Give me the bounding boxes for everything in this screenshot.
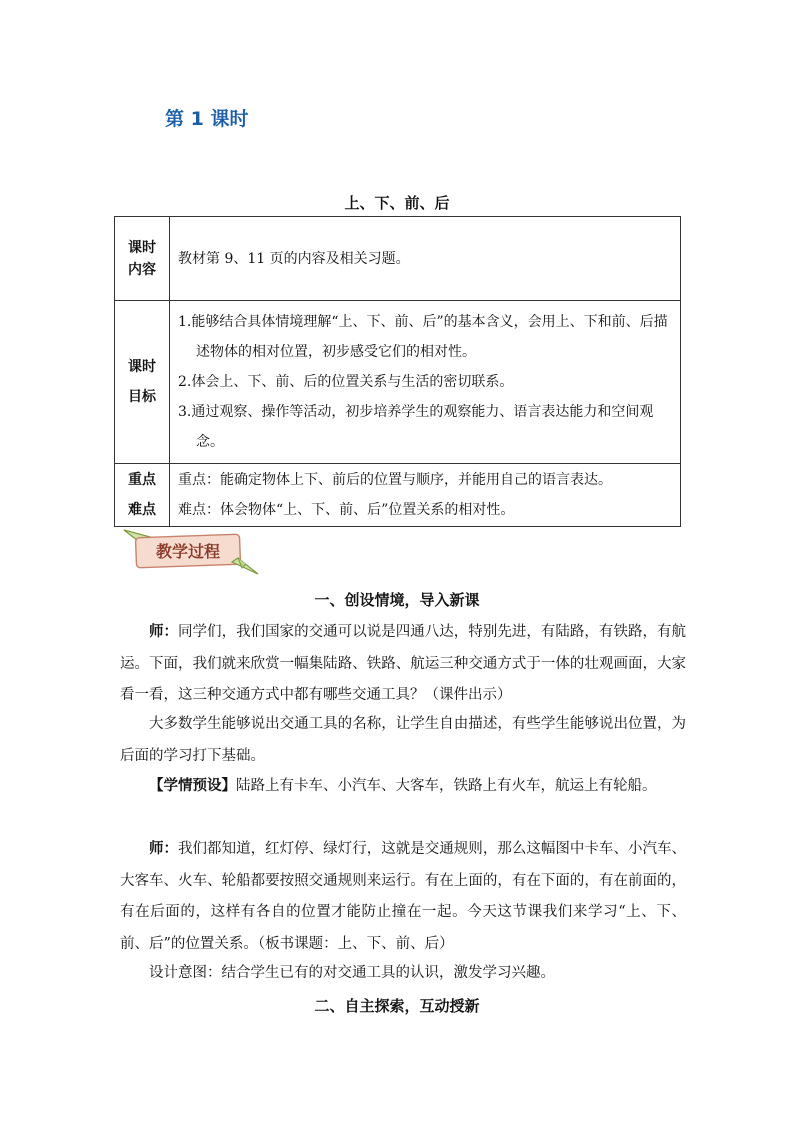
row-content-key-points — [170, 464, 681, 527]
label-text-difficulty: 难点 — [128, 502, 156, 518]
paragraph-student-response — [120, 709, 686, 772]
goal-item: 2.体会上、下、前、后的位置关系与生活的密切联系。 — [178, 374, 514, 390]
label-text: 课时目标 — [128, 359, 156, 405]
paper-plane-icon — [120, 524, 260, 578]
key-point-text: 重点：能确定物体上下、前后的位置与顺序，并能用自己的语言表达。 — [178, 472, 612, 488]
paragraph-teacher-intro — [120, 616, 686, 712]
paragraph-preset — [120, 770, 686, 803]
topic-title: 上、下、前、后 — [344, 194, 450, 212]
paragraph-text: 设计意图：结合学生已有的对交通工具的认识，激发学习兴趣。 — [149, 965, 555, 981]
paragraph-text: 陆路上有卡车、小汽车、大客车，铁路上有火车，航运上有轮船。 — [236, 778, 657, 794]
paragraph-text: 大多数学生能够说出交通工具的名称，让学生自由描述，有些学生能够说出位置，为后面的学习打下基础。 — [120, 716, 686, 764]
preset-label: 【学情预设】 — [149, 777, 236, 794]
paragraph-text: 同学们，我们国家的交通可以说是四通八达，特别先进，有陆路，有铁路，有航运。下面，我们就来欣赏一幅集陆路、铁路、航运三种交通方式于一体的壮观画面，大家看一看，这三种交通方式中都有哪些交通工具？（课件出示） — [120, 624, 687, 703]
section-title-1: 一、创设情境，导入新课 — [314, 591, 480, 609]
badge-text: 教学过程 — [155, 542, 221, 561]
row-label-lesson-goals — [115, 301, 170, 464]
paragraph-design-intent — [120, 958, 686, 990]
paragraph-text: 我们都知道，红灯停、绿灯行，这就是交通规则，那么这幅图中卡车、小汽车、大客车、火车、轮船都要按照交通规则来运行。有在上面的，有在下面的，有在前面的，有在后面的，这样有各自的位置才能防止撞在一起。今天这节课我们来学习“上、下、前、后”的位置关系。（板书课题：上、下、前、后） — [120, 841, 687, 952]
goal-item: 3.通过观察、操作等活动，初步培养学生的观察能力、语言表达能力和空间观念。 — [178, 404, 654, 450]
goal-item: 1.能够结合具体情境理解“上、下、前、后”的基本含义，会用上、下和前、后描述物体的相对位置，初步感受它们的相对性。 — [178, 314, 668, 360]
lesson-plan-table — [114, 216, 681, 527]
paragraph-teacher-rules — [120, 833, 686, 960]
row-label-key-points — [115, 464, 170, 527]
label-text: 课时内容 — [128, 239, 156, 278]
table-row-goals — [115, 301, 681, 464]
lesson-heading: 第 1 课时 — [165, 108, 249, 130]
content-text: 教材第 9、11 页的内容及相关习题。 — [178, 250, 410, 267]
table-row-content — [115, 217, 681, 301]
row-label-lesson-content — [115, 217, 170, 301]
section-title-2: 二、自主探索，互动授新 — [314, 997, 480, 1015]
table-row-key-points — [115, 464, 681, 527]
teaching-process-badge — [120, 524, 260, 578]
label-text-key: 重点 — [128, 472, 156, 488]
row-content-lesson-content — [170, 217, 681, 301]
speaker-label: 师： — [149, 840, 179, 857]
difficulty-text: 难点：体会物体“上、下、前、后”位置关系的相对性。 — [178, 502, 515, 518]
row-content-lesson-goals — [170, 301, 681, 464]
speaker-label: 师： — [149, 623, 179, 640]
